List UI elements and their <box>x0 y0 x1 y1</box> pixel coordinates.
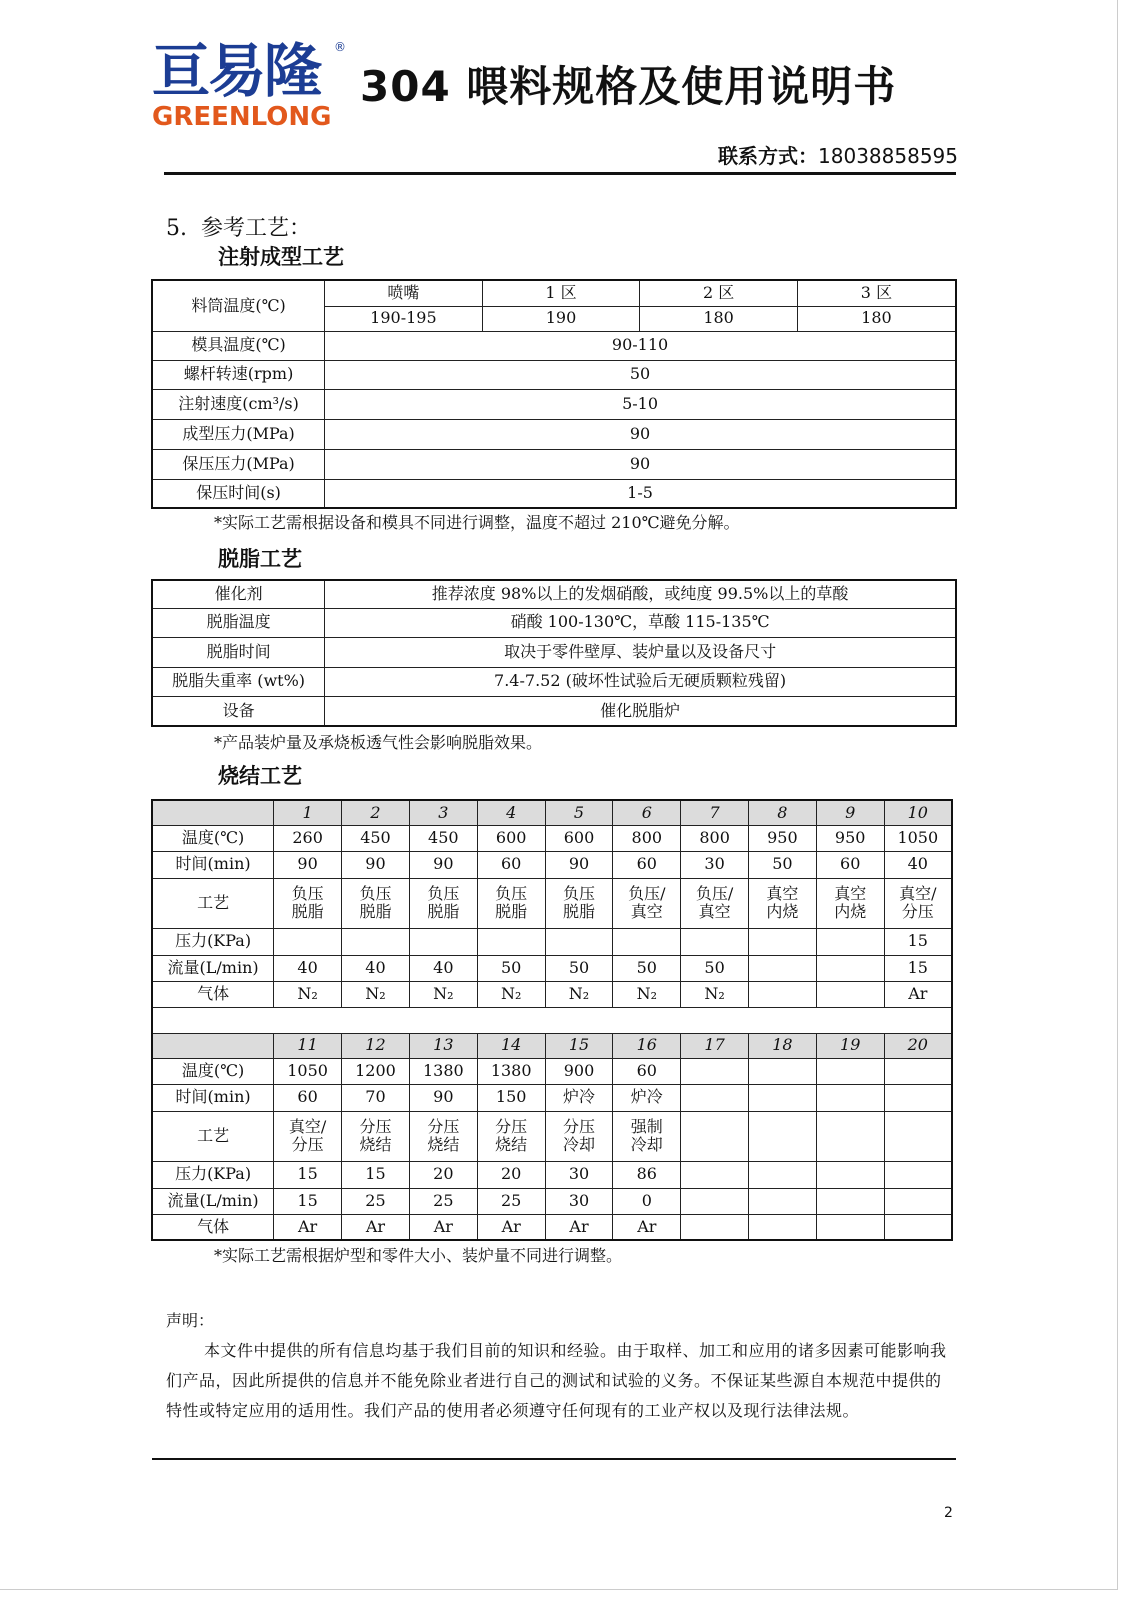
process-line: 负压 <box>359 883 392 903</box>
table-cell <box>477 928 545 955</box>
step-number: 4 <box>477 800 545 825</box>
table-cell: Ar <box>884 981 952 1007</box>
process-line: 负压 <box>563 883 596 903</box>
row-label: 时间(min) <box>152 851 274 878</box>
step-header-corner <box>152 800 274 825</box>
process-line: 负压/ <box>695 883 734 903</box>
table-row <box>152 1188 952 1214</box>
table-cell: 50 <box>545 955 613 981</box>
process-line: 分压 <box>291 1135 324 1154</box>
table-cell <box>749 955 817 981</box>
table-cell <box>681 1058 749 1084</box>
row-label: 工艺 <box>152 1111 274 1161</box>
step-number: 20 <box>884 1033 952 1058</box>
row-label: 成型压力(MPa) <box>152 419 325 449</box>
process-line: 负压 <box>495 883 528 903</box>
table-cell: 600 <box>545 825 613 851</box>
table-cell: 0 <box>613 1188 681 1214</box>
step-number: 12 <box>342 1033 410 1058</box>
row-label: 保压时间(s) <box>152 479 325 508</box>
table-row <box>152 878 952 928</box>
row-label: 工艺 <box>152 878 274 928</box>
process-line: 冷却 <box>563 1135 596 1154</box>
step-number: 13 <box>409 1033 477 1058</box>
process-line: 烧结 <box>427 1135 460 1154</box>
process-line: 强制 <box>630 1116 663 1136</box>
table-cell <box>681 1161 749 1188</box>
row-label: 脱脂时间 <box>152 637 325 667</box>
table-row <box>152 981 952 1007</box>
table-cell: 90 <box>545 851 613 878</box>
table-cell: 50 <box>477 955 545 981</box>
process-cell <box>816 878 884 928</box>
process-cell <box>342 1111 410 1161</box>
process-line: 真空 <box>766 883 799 903</box>
table-cell <box>816 981 884 1007</box>
page-number: 2 <box>944 1505 953 1521</box>
row-label: 脱脂失重率 (wt%) <box>152 667 325 696</box>
logo-chinese-text: 亘易隆 <box>152 37 321 105</box>
table-cell: 86 <box>613 1161 681 1188</box>
contact-info <box>718 140 958 169</box>
table-cell: 90 <box>342 851 410 878</box>
table-cell <box>409 928 477 955</box>
table-cell: 25 <box>477 1188 545 1214</box>
table-cell <box>816 1058 884 1084</box>
process-cell <box>545 1111 613 1161</box>
table-cell: 800 <box>681 825 749 851</box>
table-row <box>152 479 956 508</box>
table-cell: N₂ <box>477 981 545 1007</box>
step-number: 16 <box>613 1033 681 1058</box>
table-cell: 50 <box>613 955 681 981</box>
table-cell <box>749 928 817 955</box>
step-header-corner <box>152 1033 274 1058</box>
table-cell: 1200 <box>342 1058 410 1084</box>
table-cell <box>749 1084 817 1111</box>
process-line: 分压 <box>359 1116 392 1136</box>
table-cell <box>681 1214 749 1240</box>
injection-note: *实际工艺需根据设备和模具不同进行调整，温度不超过 210℃避免分解。 <box>214 513 740 532</box>
table-cell <box>274 928 342 955</box>
table-cell <box>816 1188 884 1214</box>
row-label: 注射速度(cm³/s) <box>152 389 325 419</box>
table-cell: 40 <box>409 955 477 981</box>
table-cell: 600 <box>477 825 545 851</box>
table-cell <box>681 1084 749 1111</box>
row-label: 保压压力(MPa) <box>152 449 325 479</box>
row-value: 90 <box>325 449 956 479</box>
company-logo <box>152 37 346 132</box>
process-cell <box>342 878 410 928</box>
step-number: 14 <box>477 1033 545 1058</box>
process-cell <box>274 878 342 928</box>
process-cell <box>884 1111 952 1161</box>
table-cell: N₂ <box>545 981 613 1007</box>
table-cell: 60 <box>816 851 884 878</box>
table-cell: 40 <box>274 955 342 981</box>
row-value: 50 <box>325 360 956 389</box>
row-label: 脱脂温度 <box>152 608 325 637</box>
process-line: 真空 <box>834 883 867 903</box>
debinding-table <box>151 579 957 727</box>
row-value: 硝酸 100-130℃，草酸 115-135℃ <box>325 608 956 637</box>
table-cell: Ar <box>409 1214 477 1240</box>
step-number: 9 <box>816 800 884 825</box>
injection-table <box>151 279 957 509</box>
section-number: 5. <box>166 216 187 241</box>
table-cell: Ar <box>274 1214 342 1240</box>
sintering-heading: 烧结工艺 <box>218 764 302 788</box>
process-line: 负压 <box>291 883 324 903</box>
row-label: 模具温度(℃) <box>152 331 325 360</box>
table-row <box>152 825 952 851</box>
table-row <box>152 1084 952 1111</box>
row-label: 设备 <box>152 696 325 726</box>
table-cell: 40 <box>884 851 952 878</box>
zone-value: 190-195 <box>325 306 483 331</box>
table-cell: 30 <box>545 1161 613 1188</box>
step-number: 7 <box>681 800 749 825</box>
declaration-label: 声明： <box>166 1311 215 1330</box>
table-cell: 450 <box>409 825 477 851</box>
table-cell: Ar <box>342 1214 410 1240</box>
logo-english-text: GREENLONG <box>152 102 332 132</box>
step-number: 2 <box>342 800 410 825</box>
table-cell: Ar <box>545 1214 613 1240</box>
contact-label: 联系方式： <box>718 144 819 168</box>
table-cell: N₂ <box>409 981 477 1007</box>
table-cell: 1380 <box>477 1058 545 1084</box>
zone-header: 2 区 <box>640 280 798 306</box>
zone-header: 1 区 <box>482 280 640 306</box>
table-row <box>152 851 952 878</box>
table-cell: 450 <box>342 825 410 851</box>
row-value: 7.4-7.52 (破坏性试验后无硬质颗粒残留) <box>325 667 956 696</box>
process-cell <box>613 878 681 928</box>
document-title: 304 喂料规格及使用说明书 <box>360 62 897 111</box>
table-cell <box>884 1084 952 1111</box>
zone-value: 180 <box>640 306 798 331</box>
table-row <box>152 1033 952 1058</box>
table-cell: 900 <box>545 1058 613 1084</box>
header-divider <box>164 172 956 175</box>
table-cell: 950 <box>749 825 817 851</box>
table-cell <box>749 1188 817 1214</box>
zone-header: 3 区 <box>797 280 956 306</box>
table-cell: 60 <box>477 851 545 878</box>
table-cell: 炉冷 <box>545 1084 613 1111</box>
table-row <box>152 1007 952 1033</box>
table-cell: 炉冷 <box>613 1084 681 1111</box>
table-cell <box>816 1084 884 1111</box>
process-line: 内烧 <box>766 902 799 921</box>
process-cell <box>749 878 817 928</box>
section-title: 参考工艺： <box>201 216 312 241</box>
table-cell <box>613 928 681 955</box>
table-row <box>152 696 956 726</box>
process-line: 脱脂 <box>291 902 324 921</box>
row-label: 压力(KPa) <box>152 928 274 955</box>
barrel-temp-label: 料筒温度(℃) <box>152 280 325 331</box>
process-line: 脱脂 <box>495 902 528 921</box>
process-line: 分压 <box>563 1116 596 1136</box>
table-row <box>152 449 956 479</box>
step-number: 1 <box>274 800 342 825</box>
process-cell <box>409 1111 477 1161</box>
table-cell: 1050 <box>884 825 952 851</box>
process-line: 负压 <box>427 883 460 903</box>
process-cell <box>477 878 545 928</box>
section-heading <box>166 211 311 242</box>
table-cell <box>681 928 749 955</box>
table-cell: 40 <box>342 955 410 981</box>
table-cell: N₂ <box>342 981 410 1007</box>
table-cell: 150 <box>477 1084 545 1111</box>
table-cell <box>681 1188 749 1214</box>
row-value: 5-10 <box>325 389 956 419</box>
process-line: 烧结 <box>495 1135 528 1154</box>
table-cell: 70 <box>342 1084 410 1111</box>
table-cell <box>816 955 884 981</box>
debinding-heading: 脱脂工艺 <box>218 547 302 571</box>
table-cell: 30 <box>545 1188 613 1214</box>
table-cell: 800 <box>613 825 681 851</box>
process-cell <box>816 1111 884 1161</box>
table-cell <box>884 1188 952 1214</box>
table-row <box>152 928 952 955</box>
table-row <box>152 800 952 825</box>
sintering-table <box>151 799 953 1241</box>
table-cell: 20 <box>477 1161 545 1188</box>
row-label: 流量(L/min) <box>152 1188 274 1214</box>
table-cell: 60 <box>613 851 681 878</box>
table-cell: 15 <box>274 1188 342 1214</box>
step-number: 10 <box>884 800 952 825</box>
process-cell <box>477 1111 545 1161</box>
row-label: 气体 <box>152 981 274 1007</box>
table-cell: N₂ <box>681 981 749 1007</box>
table-row <box>152 667 956 696</box>
row-label: 流量(L/min) <box>152 955 274 981</box>
table-cell: 60 <box>274 1084 342 1111</box>
step-number: 6 <box>613 800 681 825</box>
table-cell: 15 <box>274 1161 342 1188</box>
row-value: 90-110 <box>325 331 956 360</box>
table-cell <box>342 928 410 955</box>
table-cell: 260 <box>274 825 342 851</box>
table-cell: 20 <box>409 1161 477 1188</box>
process-cell <box>681 878 749 928</box>
process-line: 真空 <box>630 902 663 921</box>
step-number: 18 <box>749 1033 817 1058</box>
table-row <box>152 1214 952 1240</box>
table-cell: 90 <box>274 851 342 878</box>
table-cell <box>545 928 613 955</box>
table-cell <box>749 981 817 1007</box>
table-cell: 15 <box>342 1161 410 1188</box>
table-cell: N₂ <box>613 981 681 1007</box>
row-value: 推荐浓度 98%以上的发烟硝酸，或纯度 99.5%以上的草酸 <box>325 580 956 608</box>
process-line: 脱脂 <box>359 902 392 921</box>
table-cell: 25 <box>342 1188 410 1214</box>
process-line: 烧结 <box>359 1135 392 1154</box>
row-label: 催化剂 <box>152 580 325 608</box>
process-cell <box>613 1111 681 1161</box>
table-cell: 50 <box>749 851 817 878</box>
process-line: 脱脂 <box>563 902 596 921</box>
table-cell <box>816 1161 884 1188</box>
process-line: 分压 <box>901 902 934 921</box>
table-cell: 1380 <box>409 1058 477 1084</box>
table-cell <box>884 1161 952 1188</box>
injection-heading: 注射成型工艺 <box>218 245 344 269</box>
step-number: 17 <box>681 1033 749 1058</box>
table-cell <box>884 1214 952 1240</box>
process-line: 分压 <box>427 1116 460 1136</box>
process-line: 脱脂 <box>427 902 460 921</box>
table-cell: Ar <box>613 1214 681 1240</box>
debinding-note: *产品装炉量及承烧板透气性会影响脱脂效果。 <box>214 733 543 752</box>
table-row <box>152 419 956 449</box>
table-row <box>152 608 956 637</box>
declaration-body: 本文件中提供的所有信息均基于我们目前的知识和经验。由于取样、加工和应用的诸多因素可能影响我们产品，因此所提供的信息并不能免除业者进行自己的测试和试验的义务。不保证某些源自本规范中提供的特性或特定应用的适用性。我们产品的使用者必须遵守任何现有的工业产权以及现行法律法规。 <box>166 1341 947 1420</box>
table-cell: 15 <box>884 955 952 981</box>
spacer-row <box>152 1007 952 1033</box>
process-cell <box>545 878 613 928</box>
table-cell <box>884 1058 952 1084</box>
sintering-note: *实际工艺需根据炉型和零件大小、装炉量不同进行调整。 <box>214 1246 623 1265</box>
table-row <box>152 637 956 667</box>
row-value: 催化脱脂炉 <box>325 696 956 726</box>
table-cell <box>749 1161 817 1188</box>
process-line: 真空 <box>698 902 731 921</box>
zone-value: 190 <box>482 306 640 331</box>
table-row <box>152 280 956 306</box>
process-cell <box>681 1111 749 1161</box>
table-cell <box>749 1058 817 1084</box>
row-label: 压力(KPa) <box>152 1161 274 1188</box>
step-number: 15 <box>545 1033 613 1058</box>
process-line: 真空/ <box>899 883 937 903</box>
step-number: 5 <box>545 800 613 825</box>
step-number: 11 <box>274 1033 342 1058</box>
table-row <box>152 389 956 419</box>
table-cell: 50 <box>681 955 749 981</box>
row-label: 气体 <box>152 1214 274 1240</box>
table-row <box>152 1161 952 1188</box>
step-number: 19 <box>816 1033 884 1058</box>
registered-mark: ® <box>334 40 346 54</box>
table-cell: Ar <box>477 1214 545 1240</box>
process-line: 冷却 <box>630 1135 663 1154</box>
table-row <box>152 955 952 981</box>
table-row <box>152 1111 952 1161</box>
table-cell: 15 <box>884 928 952 955</box>
row-label: 时间(min) <box>152 1084 274 1111</box>
step-number: 3 <box>409 800 477 825</box>
table-row <box>152 360 956 389</box>
process-line: 负压/ <box>628 883 666 903</box>
zone-value: 180 <box>797 306 956 331</box>
step-number: 8 <box>749 800 817 825</box>
table-cell: 25 <box>409 1188 477 1214</box>
contact-number: 18038858595 <box>818 144 958 168</box>
table-cell <box>749 1214 817 1240</box>
process-cell <box>274 1111 342 1161</box>
row-value: 90 <box>325 419 956 449</box>
footer-divider <box>152 1458 956 1460</box>
process-line: 内烧 <box>834 902 867 921</box>
table-cell: 90 <box>409 851 477 878</box>
table-row <box>152 580 956 608</box>
table-cell: 60 <box>613 1058 681 1084</box>
row-label: 温度(℃) <box>152 1058 274 1084</box>
table-cell: 1050 <box>274 1058 342 1084</box>
table-row <box>152 1058 952 1084</box>
table-cell <box>816 928 884 955</box>
row-label: 螺杆转速(rpm) <box>152 360 325 389</box>
table-cell: N₂ <box>274 981 342 1007</box>
table-cell: 950 <box>816 825 884 851</box>
process-cell <box>749 1111 817 1161</box>
table-cell: 30 <box>681 851 749 878</box>
process-cell <box>409 878 477 928</box>
row-value: 1-5 <box>325 479 956 508</box>
process-cell <box>884 878 952 928</box>
row-label: 温度(℃) <box>152 825 274 851</box>
process-line: 分压 <box>495 1116 528 1136</box>
zone-header: 喷嘴 <box>325 280 483 306</box>
table-cell: 90 <box>409 1084 477 1111</box>
table-cell <box>816 1214 884 1240</box>
table-row <box>152 331 956 360</box>
row-value: 取决于零件壁厚、装炉量以及设备尺寸 <box>325 637 956 667</box>
process-line: 真空/ <box>288 1116 327 1136</box>
